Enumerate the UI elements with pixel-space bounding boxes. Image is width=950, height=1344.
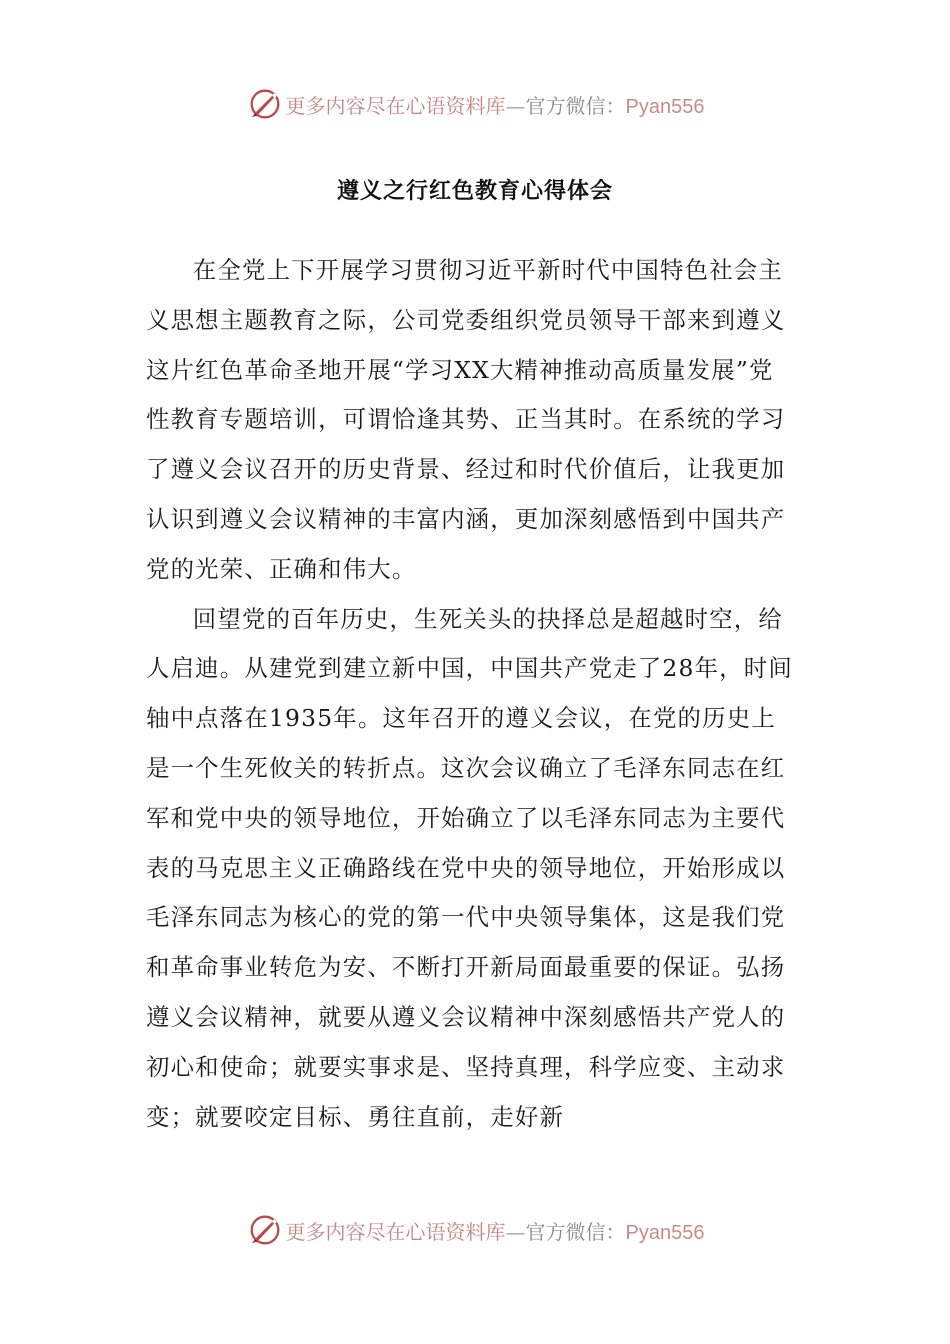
banner-wechat-id: Pyan556 — [625, 95, 705, 118]
pen-nib-logo-icon — [246, 85, 284, 123]
banner-dash: — — [505, 93, 526, 118]
banner-caption — [286, 1216, 705, 1245]
banner-wechat-label: 官方微信： — [525, 93, 626, 118]
banner-site-name: 更多内容尽在心语资料库 — [285, 1219, 506, 1244]
pen-nib-logo-icon — [246, 1211, 284, 1249]
banner-wechat-label: 官方微信： — [525, 1219, 626, 1244]
document-title: 遵义之行红色教育心得体会 — [336, 178, 613, 204]
document-body — [146, 246, 796, 1142]
body-paragraph: 在全党上下开展学习贯彻习近平新时代中国特色社会主义思想主题教育之际，公司党委组织党员领导干部来到遵义这片红色革命圣地开展“学习XX大精神推动高质量发展”党性教育专题培训，可谓恰逢其势、正当其时。在系统的学习了遵义会议召开的历史背景、经过和时代价值后，让我更加认识到遵义会议精神的丰富内涵，更加深刻感悟到中国共产党的光荣、正确和伟大。 — [146, 256, 786, 583]
banner-caption — [286, 90, 705, 119]
banner-site-name: 更多内容尽在心语资料库 — [285, 93, 506, 118]
banner-wechat-id: Pyan556 — [625, 1221, 705, 1244]
banner-dash: — — [505, 1219, 526, 1244]
header-watermark-banner — [0, 82, 950, 126]
footer-watermark-banner — [0, 1208, 950, 1252]
body-paragraph: 回望党的百年历史，生死关头的抉择总是超越时空，给人启迪。从建党到建立新中国，中国共产党走了28年，时间轴中点落在1935年。这年召开的遵义会议，在党的历史上是一个生死攸关的转折点。这次会议确立了毛泽东同志在红军和党中央的领导地位，开始确立了以毛泽东同志为主要代表的马克思主义正确路线在党中央的领导地位，开始形成以毛泽东同志为核心的党的第一代中央领导集体，这是我们党和革命事业转危为安、不断打开新局面最重要的保证。弘扬遵义会议精神，就要从遵义会议精神中深刻感悟共产党人的初心和使命；就要实事求是、坚持真理，科学应变、主动求变；就要咬定目标、勇往直前，走好新 — [146, 604, 793, 1131]
